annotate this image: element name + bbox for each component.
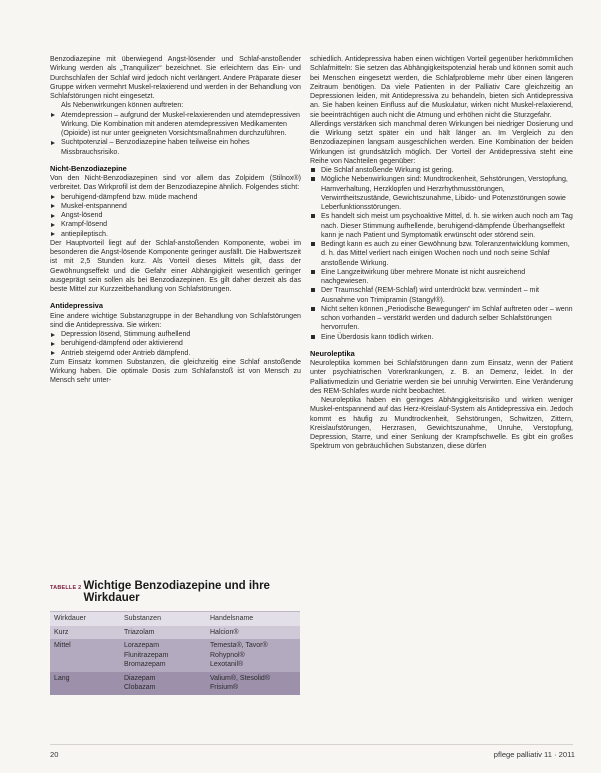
paragraph: Neuroleptika haben ein geringes Abhängigkeitsrisiko und wirken weniger Muskel-entspannend auf das Herz-Kreislauf-System als Antidepressiva ein. Jedoch kommt es häufig zu Mundtrockenheit, Sehstörungen, Schwitzen, Zittern, Kreislaufstörungen, Herzrasen, Gewichtszunahme, Unruhe, Verstopfung, Depression, Starre, und einer Senkung der Krampfschwelle. Es gibt ein großes Spektrum von gebräuchlichen Substanzen, diese dürfen [310,396,573,451]
paragraph: Allerdings verstärken sich manchmal deren Wirkungen bei niedriger Dosierung und die Wirkung setzt später ein und hält länger an. Im Vergleich zu den Benzodiazepinen langsam ausgeschlichen werden. Eine Kombination der beiden Wirkungen ist grundsätzlich möglich. Der Vorteil der Antidepressiva steht eine Reihe von Nachteilen gegenüber: [310,119,573,165]
paragraph: Der Hauptvorteil liegt auf der Schlaf-anstoßenden Komponente, wobei im besonderen die Angst-lösende Komponente geringer ausfällt. Die Halbwertszeit ist mit 2,5 Stunden kurz. Als Vorteil dieses Mittels gilt, dass der Gewöhnungseffekt und die Gefahr einer Abhängigkeit wesentlich geringer ausgeprägt sein sollen als bei Benzodiazepinen. Es gilt daher derzeit als das beste Mittel zur Kurzzeitbehandlung von Schlafstörungen. [50,238,301,293]
list-item: Mögliche Nebenwirkungen sind: Mundtrockenheit, Sehstörungen, Verstopfung, Harnverhaltung, Herzklopfen und Herzrhythmusstörungen, Verwirrtheitszustände, Gewichtszunahme, Libido- und Potenzstörungen sowie Leberfunktionsstörungen. [310,175,573,212]
list-item: Angst-lösend [50,211,301,220]
journal-name: pflege palliativ 11 · 2011 [493,750,575,759]
table-cell: Mittel [54,642,71,649]
column-header: Handelsname [210,615,254,622]
paragraph: Zum Einsatz kommen Substanzen, die gleichzeitig eine Schlaf anstoßende Wirkung haben. Die optimale Dosis zum Schlafanstoß ist von Mensch zu Mensch sehr unter- [50,357,301,385]
list-item: Es handelt sich meist um psychoaktive Mittel, d. h. sie wirken auch noch am Tag nach. Dieser Stimmung aufhellende, beruhigend-dämpfende Überhangseffekt kann je nach Patient und Symptomatik erwünscht oder störend sein. [310,212,573,240]
disadvantages-list [310,166,573,342]
table-row [50,626,300,640]
paragraph: Benzodiazepine mit überwiegend Angst-lösender und Schlaf-anstoßender Wirkung werden als „Tranquilizer“ bezeichnet. Sie erleichtern das Ein- und Durchschlafen der Schlaf wird jedoch nicht verlängert. Andere Präparate dieser Gruppe wirken vermehrt Muskel-relaxierend und werden in der Behandlung von Schlafstörungen nicht eingesetzt. [50,55,301,100]
right-column [310,55,573,452]
left-column [50,55,301,386]
list-item: Muskel-entspannend [50,202,301,211]
table-box [50,580,300,695]
list-item: antiepileptisch. [50,230,301,239]
column-header: Wirkdauer [54,615,86,622]
side-effects-list [50,111,301,157]
paragraph: schiedlich. Antidepressiva haben einen wichtigen Vorteil gegenüber herkömmlichen Schlafmitteln: Sie setzen das Abhängigkeitspotenzial herab und können somit auch bei Menschen eingesetzt werden, die Schlafprobleme mehr über einen längeren Zeitraum benötigen. Da viele Patienten in der Palliativ Care gleichzeitig an Depressionen leiden, mit Antidepressiva zu behandeln, bieten sich Antidepressiva an. Sie haben keinen Einfluss auf die Muskulatur, wirken nicht Muskel-relaxierend, sie beeinträchtigen auch nicht die Atmung und erhöhen nicht die Sturzgefahr. [310,55,573,119]
list-item: Suchtpotenzial – Benzodiazepine haben teilweise ein hohes Missbrauchsrisiko. [50,138,301,157]
list-item: beruhigend-dämpfend oder aktivierend [50,339,301,348]
paragraph: Neuroleptika kommen bei Schlafstörungen dann zum Einsatz, wenn der Patient unter psychiatrischen Vorerkrankungen, z. B. an Demenz, leidet. In der Palliativmedizin und Geriatrie werden sie bei unruhig Verwirrten. Eine Veränderung des REM-Schlafes wurde nicht beobachtet. [310,359,573,395]
benzodiazepine-table [50,611,300,695]
footer-rule [50,744,573,745]
section-heading: Neuroleptika [310,348,355,358]
list-item: Eine Überdosis kann tödlich wirken. [310,333,573,342]
paragraph: Als Nebenwirkungen können auftreten: [61,101,184,110]
section-heading: Nicht-Benzodiazepine [50,163,127,173]
paragraph: Eine andere wichtige Substanzgruppe in der Behandlung von Schlafstörungen sind die Antidepressiva. Sie wirken: [50,311,301,329]
list-item: Krampf-lösend [50,220,301,229]
list-item: Depression lösend, Stimmung aufhellend [50,330,301,339]
table-cell: Triazolam [124,628,155,636]
antidep-effects-list [50,330,301,358]
list-item: Die Schlaf anstoßende Wirkung ist gering. [310,166,573,175]
table-cell: Kurz [54,628,69,636]
table-row [50,639,300,672]
list-item: Bedingt kann es auch zu einer Gewöhnung bzw. Toleranzentwicklung kommen, d. h. das Mittel verliert nach einigen Wochen noch und noch seine Schlaf anstoßende Wirkung. [310,240,573,268]
list-item: Eine Langzeitwirkung über mehrere Monate ist nicht ausreichend nachgewiesen. [310,268,573,287]
list-item: Antrieb steigernd oder Antrieb dämpfend. [50,349,301,358]
table-cell: Valium®, Stesolid® Frisium® [210,674,270,691]
table-cell: Lorazepam Flunitrazepam Bromazepam [124,642,169,668]
table-row [50,672,300,695]
table-header [50,580,300,604]
table-cell: Temesta®, Tavor® Rohypnol® Lexotanil® [210,642,268,668]
table-header-row [50,612,300,626]
table-cell: Lang [54,674,70,682]
table-cell: Halcion® [210,628,239,636]
table-cell: Diazepam Clobazam [124,674,156,691]
list-item: Der Traumschlaf (REM-Schlaf) wird unterdrückt bzw. vermindert – mit Ausnahme von Trimipramin (Stangyl®). [310,286,573,305]
list-item: Nicht selten können „Periodische Bewegungen“ im Schlaf auftreten oder – wenn schon vorhanden – verstärkt werden und dadurch selber Schlafstörungen hervorrufen. [310,305,573,333]
table-title: Wichtige Benzodiazepine und ihre Wirkdauer [83,580,270,604]
page-number: 20 [50,750,59,759]
column-header: Substanzen [124,615,161,622]
list-item: beruhigend-dämpfend bzw. müde machend [50,193,301,202]
list-item: Atemdepression – aufgrund der Muskel-relaxierenden und atemdepressiven Wirkung. Die Kombination mit anderen atemdepressiven Medikamenten (Opioide) ist nur unter geeigneten Vorsichtsmaßnahmen durchzuführen. [50,111,301,139]
table-tag: TABELLE 2 [50,585,82,591]
section-heading: Antidepressiva [50,301,103,311]
effects-list [50,193,301,239]
paragraph: Von den Nicht-Benzodiazepinen sind vor allem das Zolpidem (Stilnox®) verbreitet. Das Wirkprofil ist dem der Benzodiazepine ähnlich. Folgendes sticht: [50,174,301,192]
